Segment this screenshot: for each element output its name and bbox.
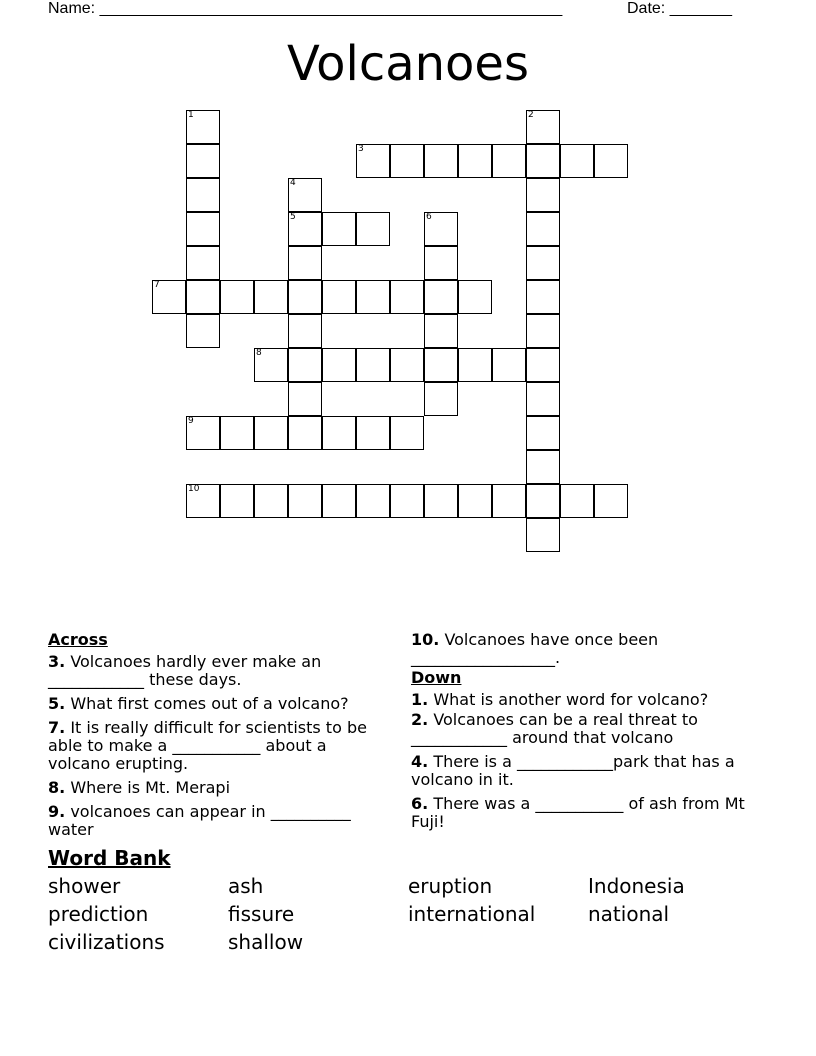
grid-cell[interactable] — [186, 110, 220, 144]
grid-cell[interactable] — [356, 484, 390, 518]
clue-down-4: 4. There is a ____________park that has a volcano in it. — [411, 752, 735, 789]
grid-cell[interactable] — [458, 484, 492, 518]
grid-cell[interactable] — [186, 314, 220, 348]
grid-cell[interactable] — [288, 484, 322, 518]
word-bank-item: national — [588, 902, 670, 926]
grid-cell[interactable] — [526, 178, 560, 212]
clue-number: 4 — [290, 178, 296, 188]
grid-cell[interactable] — [186, 416, 220, 450]
grid-cell[interactable] — [526, 246, 560, 280]
word-bank-item: civilizations — [48, 930, 165, 954]
clue-number: 8 — [256, 348, 262, 358]
grid-cell[interactable] — [526, 416, 560, 450]
grid-cell[interactable] — [152, 280, 186, 314]
grid-cell[interactable] — [526, 382, 560, 416]
word-bank-item: Indonesia — [588, 874, 685, 898]
grid-cell[interactable] — [526, 212, 560, 246]
grid-cell[interactable] — [288, 178, 322, 212]
word-bank-item: shower — [48, 874, 121, 898]
grid-cell[interactable] — [356, 212, 390, 246]
grid-cell[interactable] — [526, 144, 560, 178]
clue-number: 9 — [188, 416, 194, 426]
clue-number: 1 — [188, 110, 194, 120]
grid-cell[interactable] — [526, 518, 560, 552]
grid-cell[interactable] — [186, 178, 220, 212]
word-bank-title: Word Bank — [48, 846, 171, 870]
grid-cell[interactable] — [390, 280, 424, 314]
grid-cell[interactable] — [288, 348, 322, 382]
clue-across-8: 8. Where is Mt. Merapi — [48, 778, 231, 797]
grid-cell[interactable] — [424, 280, 458, 314]
name-field[interactable]: Name: ____________________________________________________ — [48, 0, 563, 17]
grid-cell[interactable] — [526, 450, 560, 484]
clue-number: 3 — [358, 144, 364, 154]
date-field[interactable]: Date: _______ — [627, 0, 732, 17]
word-bank-item: prediction — [48, 902, 149, 926]
across-clues — [48, 631, 388, 845]
clue-down-6: 6. There was a ___________ of ash from Mt Fuji! — [411, 794, 745, 831]
grid-cell[interactable] — [526, 314, 560, 348]
clue-across-5: 5. What first comes out of a volcano? — [48, 694, 349, 713]
grid-cell[interactable] — [526, 348, 560, 382]
grid-cell[interactable] — [424, 382, 458, 416]
right-clues — [411, 631, 761, 837]
grid-cell[interactable] — [356, 348, 390, 382]
word-bank-item: eruption — [408, 874, 493, 898]
grid-cell[interactable] — [560, 484, 594, 518]
word-bank-item: international — [408, 902, 536, 926]
grid-cell[interactable] — [322, 348, 356, 382]
grid-cell[interactable] — [594, 484, 628, 518]
clue-number: 2 — [528, 110, 534, 120]
clue-across-3: 3. Volcanoes hardly ever make an ____________ these days. — [48, 652, 322, 689]
clue-down-2: 2. Volcanoes can be a real threat to ____________ around that volcano — [411, 710, 698, 747]
grid-cell[interactable] — [322, 416, 356, 450]
grid-cell[interactable] — [560, 144, 594, 178]
grid-cell[interactable] — [424, 484, 458, 518]
grid-cell[interactable] — [390, 348, 424, 382]
grid-cell[interactable] — [390, 416, 424, 450]
grid-cell[interactable] — [458, 348, 492, 382]
grid-cell[interactable] — [424, 212, 458, 246]
grid-cell[interactable] — [424, 144, 458, 178]
clue-across-10: 10. Volcanoes have once been __________________. — [411, 630, 659, 667]
grid-cell[interactable] — [288, 280, 322, 314]
grid-cell[interactable] — [288, 314, 322, 348]
grid-cell[interactable] — [424, 348, 458, 382]
grid-cell[interactable] — [492, 484, 526, 518]
grid-cell[interactable] — [526, 110, 560, 144]
grid-cell[interactable] — [492, 144, 526, 178]
grid-cell[interactable] — [186, 212, 220, 246]
grid-cell[interactable] — [288, 416, 322, 450]
grid-cell[interactable] — [424, 314, 458, 348]
grid-cell[interactable] — [254, 280, 288, 314]
grid-cell[interactable] — [254, 348, 288, 382]
grid-cell[interactable] — [424, 246, 458, 280]
grid-cell[interactable] — [356, 280, 390, 314]
across-heading: Across — [48, 630, 108, 649]
clue-down-1: 1. What is another word for volcano? — [411, 690, 709, 709]
grid-cell[interactable] — [186, 280, 220, 314]
grid-cell[interactable] — [526, 484, 560, 518]
clue-number: 5 — [290, 212, 296, 222]
page-title: Volcanoes — [287, 36, 529, 92]
grid-cell[interactable] — [288, 382, 322, 416]
grid-cell[interactable] — [254, 416, 288, 450]
clue-across-9: 9. volcanoes can appear in __________ water — [48, 802, 351, 839]
clue-across-7: 7. It is really difficult for scientists to be able to make a ___________ about a volcano erupting. — [48, 718, 367, 773]
word-bank-item: shallow — [228, 930, 304, 954]
grid-cell[interactable] — [186, 484, 220, 518]
clue-number: 10 — [188, 484, 200, 494]
clue-number: 6 — [426, 212, 432, 222]
grid-cell[interactable] — [492, 348, 526, 382]
grid-cell[interactable] — [526, 280, 560, 314]
grid-cell[interactable] — [186, 246, 220, 280]
grid-cell[interactable] — [356, 144, 390, 178]
clue-number: 7 — [154, 280, 160, 290]
down-heading: Down — [411, 668, 462, 687]
grid-cell[interactable] — [322, 280, 356, 314]
grid-cell[interactable] — [322, 484, 356, 518]
grid-cell[interactable] — [254, 484, 288, 518]
grid-cell[interactable] — [458, 280, 492, 314]
grid-cell[interactable] — [356, 416, 390, 450]
word-bank-item: fissure — [228, 902, 295, 926]
grid-cell[interactable] — [288, 246, 322, 280]
grid-cell[interactable] — [220, 416, 254, 450]
grid-cell[interactable] — [390, 144, 424, 178]
grid-cell[interactable] — [186, 144, 220, 178]
grid-cell[interactable] — [322, 212, 356, 246]
grid-cell[interactable] — [390, 484, 424, 518]
word-bank — [48, 874, 768, 954]
grid-cell[interactable] — [288, 212, 322, 246]
word-bank-item: ash — [228, 874, 264, 898]
grid-cell[interactable] — [220, 484, 254, 518]
grid-cell[interactable] — [594, 144, 628, 178]
grid-cell[interactable] — [458, 144, 492, 178]
grid-cell[interactable] — [220, 280, 254, 314]
